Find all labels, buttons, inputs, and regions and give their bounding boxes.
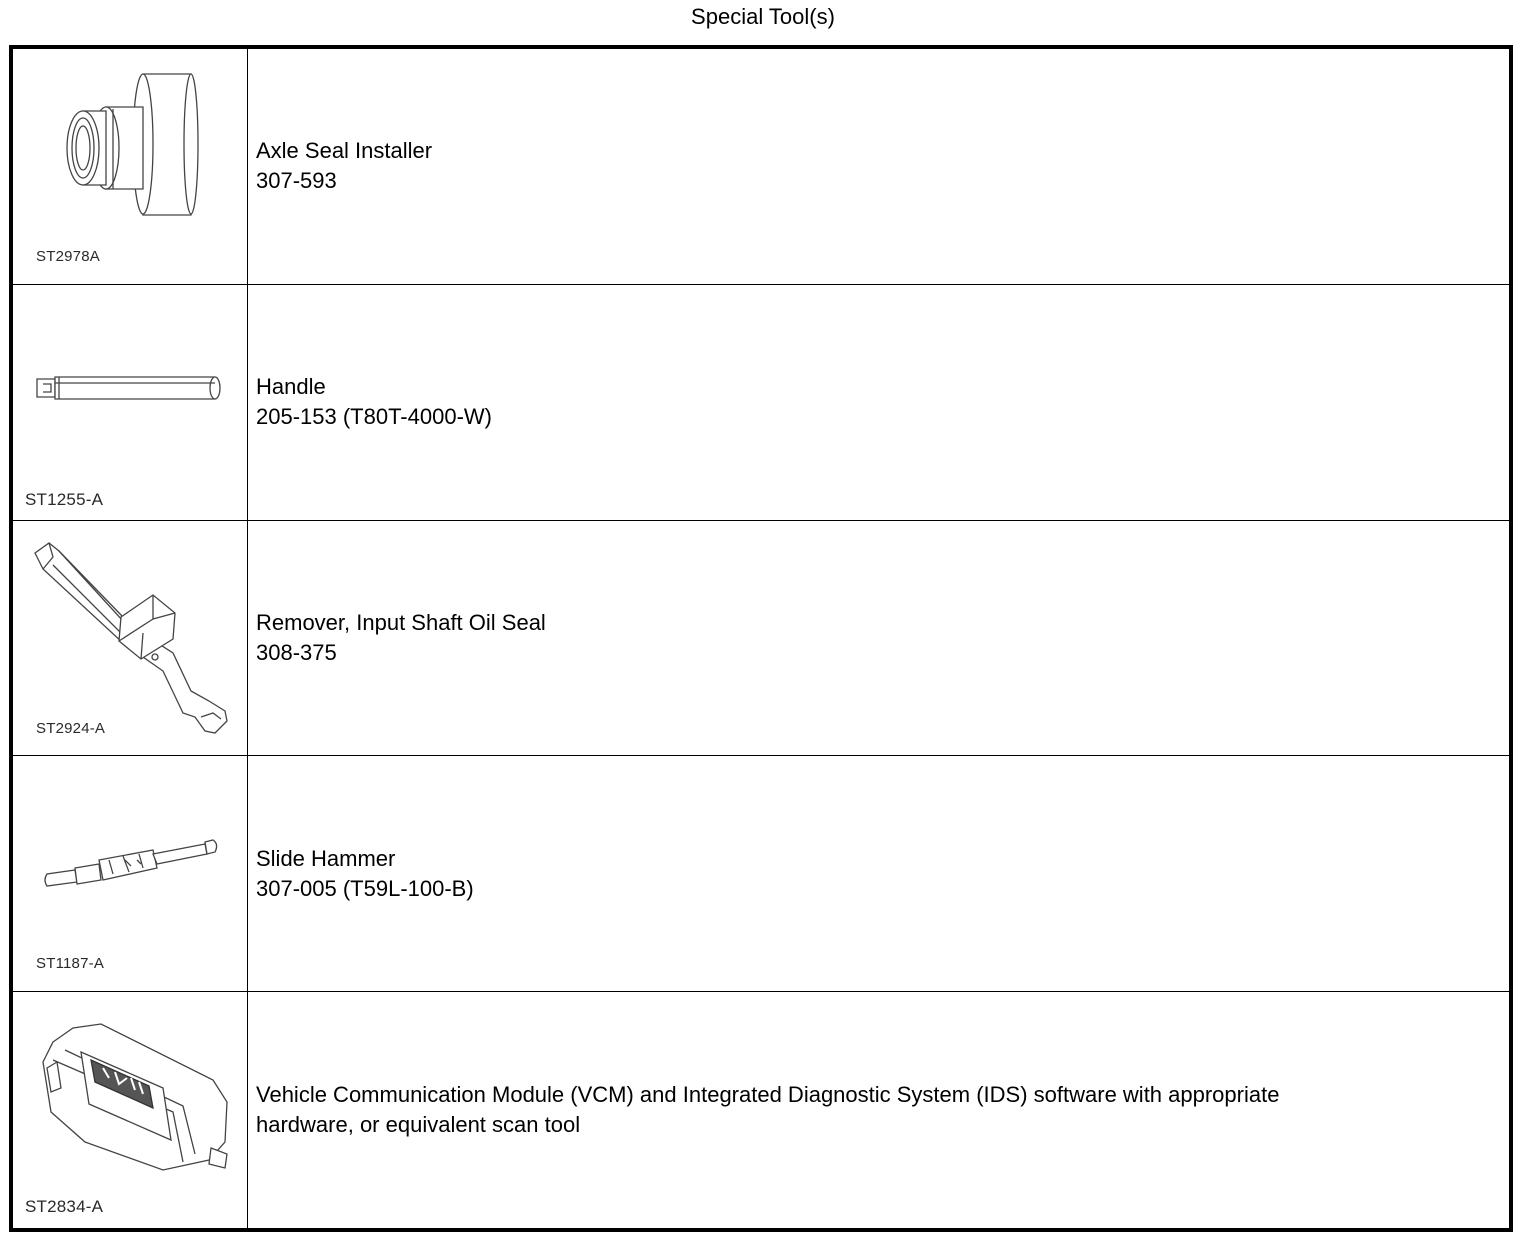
tool-image-cell bbox=[13, 992, 248, 1228]
tool-number: 308-375 bbox=[256, 639, 337, 665]
table-row bbox=[13, 285, 1509, 521]
tool-description bbox=[248, 756, 1509, 991]
tool-description bbox=[248, 285, 1509, 520]
table-row bbox=[13, 992, 1509, 1228]
tool-number: 205-153 (T80T-4000-W) bbox=[256, 404, 492, 430]
tool-description bbox=[248, 49, 1509, 284]
vcm-module-icon bbox=[13, 992, 248, 1228]
tool-description bbox=[248, 992, 1509, 1228]
tool-name: Vehicle Communication Module (VCM) and Integrated Diagnostic System (IDS) software with appropriate bbox=[256, 1082, 1280, 1108]
tool-image-cell bbox=[13, 756, 248, 991]
tool-code: ST2924-A bbox=[36, 719, 106, 737]
table-row bbox=[13, 756, 1509, 992]
tool-description bbox=[248, 521, 1509, 756]
special-tools-table bbox=[9, 45, 1513, 1232]
tool-number: hardware, or equivalent scan tool bbox=[256, 1112, 581, 1138]
table-row bbox=[13, 49, 1509, 285]
tool-code: ST2834-A bbox=[25, 1197, 104, 1217]
page-title: Special Tool(s) bbox=[691, 4, 835, 29]
tool-code: ST1255-A bbox=[25, 489, 104, 509]
tool-code: ST2978A bbox=[36, 248, 100, 265]
handle-icon bbox=[13, 285, 248, 520]
table-row bbox=[13, 521, 1509, 757]
tool-number: 307-005 (T59L-100-B) bbox=[256, 875, 474, 901]
tool-image-cell bbox=[13, 49, 248, 284]
tool-image-cell bbox=[13, 285, 248, 520]
tool-image-cell bbox=[13, 521, 248, 756]
tool-name: Remover, Input Shaft Oil Seal bbox=[256, 609, 546, 635]
tool-number: 307-593 bbox=[256, 168, 337, 194]
tool-name: Axle Seal Installer bbox=[256, 138, 433, 164]
tool-code: ST1187-A bbox=[36, 955, 105, 973]
tool-name: Handle bbox=[256, 374, 326, 400]
tool-name: Slide Hammer bbox=[256, 845, 396, 871]
